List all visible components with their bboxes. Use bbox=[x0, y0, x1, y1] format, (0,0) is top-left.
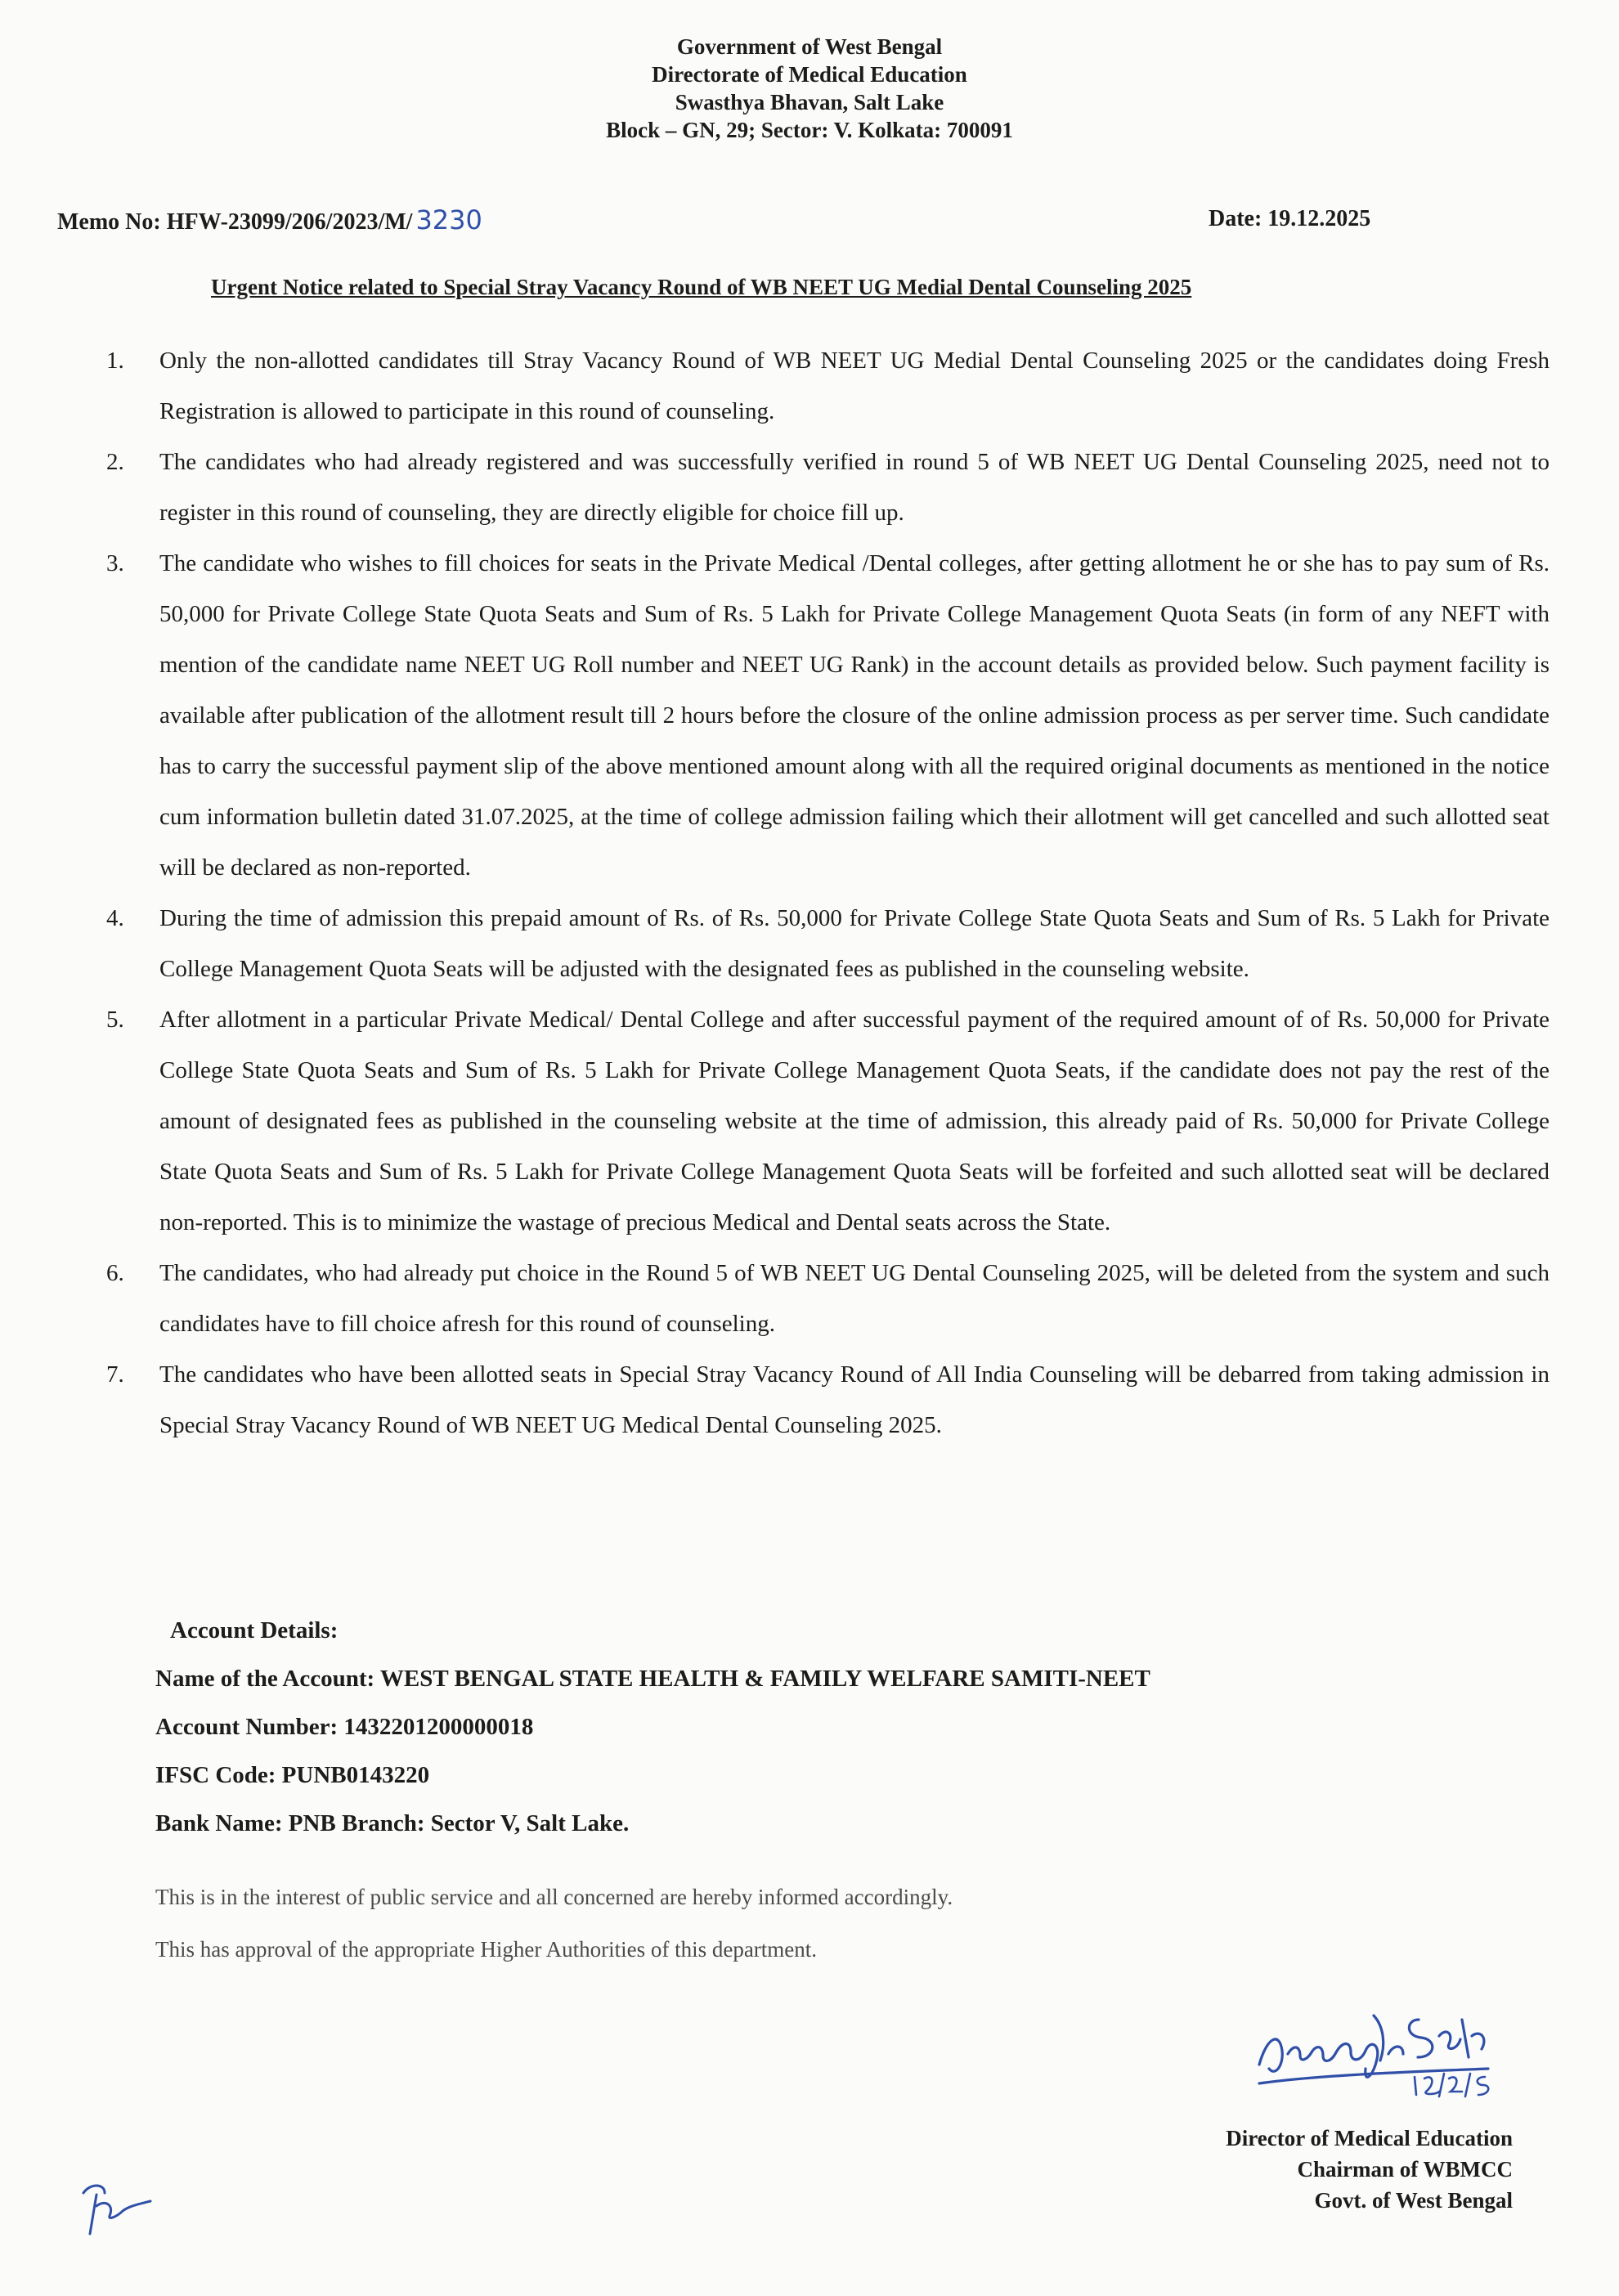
signatory-government: Govt. of West Bengal bbox=[1314, 2188, 1513, 2213]
point-text: The candidate who wishes to fill choices for seats in the Private Medical /Dental colleges, after getting allotment he or she has to pay sum of Rs. 50,000 for Private College State Quota Seats and Sum of Rs. 5 Lakh for Private College Management Quota Seats (in form of any NEFT with mention of the candidate name NEET UG Roll number and NEET UG Rank) in the account details as provided below. Such payment facility is available after publication of the allotment result till 2 hours before the closure of the online admission process as per server time. Such candidate has to carry the successful payment slip of the above mentioned amount along with all the required original documents as mentioned in the notice cum information bulletin dated 31.07.2025, at the time of college admission failing which their allotment will get cancelled and such allotted seat will be declared as non-reported. bbox=[159, 550, 1549, 881]
list-item bbox=[0, 1248, 1619, 1349]
list-item bbox=[0, 893, 1619, 994]
memo-handwritten-number: 3230 bbox=[415, 204, 482, 235]
letterhead-government: Government of West Bengal bbox=[676, 34, 943, 59]
point-text: The candidates who had already registered and was successfully verified in round 5 of WB NEET UG Dental Counseling 2025, need not to register in this round of counseling, they are directly eligible for choice fill up. bbox=[159, 449, 1549, 526]
account-details bbox=[155, 1617, 1150, 1859]
point-text: The candidates, who had already put choice in the Round 5 of WB NEET UG Dental Counseling 2025, will be deleted from the system and such candidates have to fill choice afresh for this round of counseling. bbox=[159, 1260, 1549, 1337]
signatory-chairman: Chairman of WBMCC bbox=[1297, 2157, 1513, 2182]
closing-line-1: This is in the interest of public service and all concerned are hereby informed accordingly. bbox=[155, 1885, 953, 1909]
list-item bbox=[0, 1349, 1619, 1451]
list-item bbox=[0, 538, 1619, 893]
point-number: 5. bbox=[106, 1007, 124, 1033]
account-bank: Bank Name: PNB Branch: Sector V, Salt Lake. bbox=[155, 1810, 630, 1836]
point-number: 7. bbox=[106, 1361, 124, 1388]
list-item bbox=[0, 335, 1619, 437]
point-number: 6. bbox=[106, 1260, 124, 1286]
list-item bbox=[0, 437, 1619, 538]
closing-line-2: This has approval of the appropriate Higher Authorities of this department. bbox=[155, 1937, 818, 1962]
notice-subject: Urgent Notice related to Special Stray Vacancy Round of WB NEET UG Medial Dental Counseling 2025 bbox=[211, 275, 1192, 299]
point-number: 4. bbox=[106, 905, 124, 931]
signatory-designation: Director of Medical Education bbox=[1226, 2126, 1513, 2150]
letterhead bbox=[0, 33, 1619, 144]
account-number: Account Number: 1432201200000018 bbox=[155, 1714, 534, 1740]
list-item bbox=[0, 994, 1619, 1248]
letterhead-building: Swasthya Bhavan, Salt Lake bbox=[675, 90, 944, 114]
point-number: 3. bbox=[106, 550, 124, 576]
memo-label: Memo No: HFW-23099/206/2023/M/ bbox=[57, 209, 413, 235]
point-number: 2. bbox=[106, 449, 124, 475]
letterhead-address: Block – GN, 29; Sector: V. Kolkata: 700091 bbox=[606, 118, 1013, 142]
initial-mark-icon bbox=[72, 2175, 162, 2249]
point-text: During the time of admission this prepaid amount of Rs. of Rs. 50,000 for Private College State Quota Seats and Sum of Rs. 5 Lakh for Private College Management Quota Seats will be adjusted with the designated fees as published in the counseling website. bbox=[159, 905, 1549, 982]
point-text: After allotment in a particular Private Medical/ Dental College and after successful payment of the required amount of of Rs. 50,000 for Private College State Quota Seats and Sum of Rs. 5 Lakh for Private College Management Quota Seats, if the candidate does not pay the rest of the amount of designated fees as published in the counseling website at the time of admission, this already paid of Rs. 50,000 for Private College State Quota Seats and Sum of Rs. 5 Lakh for Private College Management Quota Seats will be forfeited and such allotted seat will be declared non-reported. This is to minimize the wastage of precious Medical and Dental seats across the State. bbox=[159, 1007, 1549, 1235]
notice-points bbox=[0, 335, 1619, 1451]
account-ifsc: IFSC Code: PUNB0143220 bbox=[155, 1762, 430, 1788]
letterhead-directorate: Directorate of Medical Education bbox=[652, 62, 967, 87]
account-name: Name of the Account: WEST BENGAL STATE HEALTH & FAMILY WELFARE SAMITI-NEET bbox=[155, 1666, 1150, 1692]
director-signature-icon bbox=[1243, 1987, 1513, 2105]
signatory-block bbox=[1104, 2123, 1513, 2216]
memo-date: Date: 19.12.2025 bbox=[1209, 206, 1371, 231]
point-text: Only the non-allotted candidates till Stray Vacancy Round of WB NEET UG Medial Dental Counseling 2025 or the candidates doing Fresh Registration is allowed to participate in this round of counseling. bbox=[159, 348, 1549, 424]
closing-remarks bbox=[155, 1885, 953, 1989]
memo-number bbox=[57, 204, 482, 235]
point-text: The candidates who have been allotted seats in Special Stray Vacancy Round of All India Counseling will be debarred from taking admission in Special Stray Vacancy Round of WB NEET UG Medical Dental Counseling 2025. bbox=[159, 1361, 1549, 1438]
point-number: 1. bbox=[106, 348, 124, 374]
account-title: Account Details: bbox=[170, 1617, 339, 1644]
